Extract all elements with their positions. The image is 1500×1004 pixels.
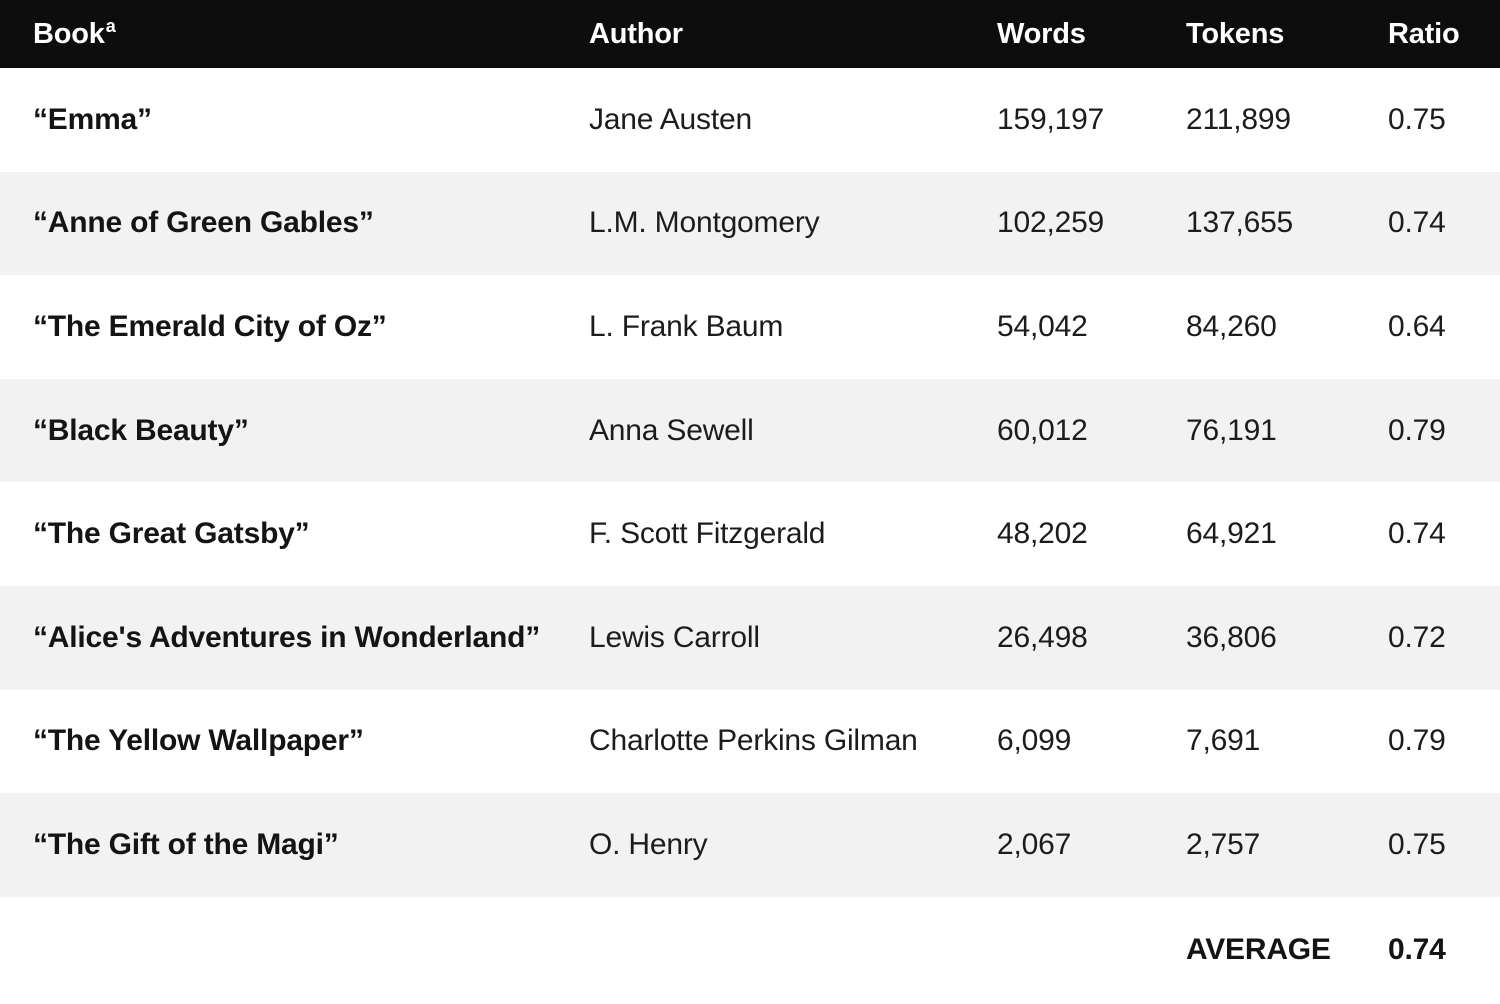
table-header-row — [0, 0, 1500, 68]
author-name: Anna Sewell — [589, 413, 754, 447]
words-value: 48,202 — [997, 517, 1088, 551]
tokens-value: 84,260 — [1186, 309, 1277, 343]
ratio-value: 0.79 — [1388, 413, 1446, 447]
author-name: L.M. Montgomery — [589, 206, 820, 240]
book-title: “Alice's Adventures in Wonderland” — [33, 620, 541, 654]
tokens-value: 211,899 — [1186, 102, 1291, 136]
table-row — [0, 586, 1500, 690]
book-title: “The Emerald City of Oz” — [33, 309, 387, 343]
book-title: “Emma” — [33, 102, 152, 136]
ratio-value: 0.74 — [1388, 517, 1446, 551]
words-value: 159,197 — [997, 102, 1105, 136]
words-value: 6,099 — [997, 724, 1072, 758]
words-value: 102,259 — [997, 206, 1105, 240]
book-title: “The Gift of the Magi” — [33, 827, 339, 861]
header-words: Words — [997, 17, 1086, 50]
author-name: L. Frank Baum — [589, 309, 784, 343]
tokens-value: 76,191 — [1186, 413, 1277, 447]
tokens-value: 64,921 — [1186, 517, 1277, 551]
tokens-value: 36,806 — [1186, 620, 1277, 654]
author-name: O. Henry — [589, 827, 708, 861]
ratio-value: 0.79 — [1388, 724, 1446, 758]
words-value: 60,012 — [997, 413, 1088, 447]
words-value: 2,067 — [997, 827, 1072, 861]
book-title: “Anne of Green Gables” — [33, 206, 374, 240]
ratio-value: 0.64 — [1388, 309, 1446, 343]
header-book-label: Book — [33, 17, 105, 50]
table-footer-row — [0, 897, 1500, 1004]
book-title: “The Yellow Wallpaper” — [33, 724, 364, 758]
author-name: F. Scott Fitzgerald — [589, 517, 826, 551]
average-ratio-value: 0.74 — [1388, 933, 1446, 967]
header-author: Author — [589, 17, 683, 50]
table-row — [0, 275, 1500, 379]
ratio-value: 0.74 — [1388, 206, 1446, 240]
book-footnote-marker: a — [105, 15, 116, 36]
book-title: “The Great Gatsby” — [33, 517, 310, 551]
tokens-value: 7,691 — [1186, 724, 1261, 758]
table-row — [0, 793, 1500, 897]
author-name: Lewis Carroll — [589, 620, 760, 654]
header-ratio: Ratio — [1388, 17, 1460, 50]
ratio-value: 0.75 — [1388, 827, 1446, 861]
average-label: AVERAGE — [1186, 933, 1331, 967]
tokens-value: 137,655 — [1186, 206, 1294, 240]
table-row — [0, 379, 1500, 483]
header-tokens: Tokens — [1186, 17, 1285, 50]
ratio-value: 0.72 — [1388, 620, 1446, 654]
author-name: Charlotte Perkins Gilman — [589, 724, 918, 758]
table-row — [0, 690, 1500, 794]
ratio-value: 0.75 — [1388, 102, 1446, 136]
words-value: 54,042 — [997, 309, 1088, 343]
table-row — [0, 482, 1500, 586]
author-name: Jane Austen — [589, 102, 752, 136]
header-book — [0, 15, 589, 51]
table-row — [0, 68, 1500, 172]
words-value: 26,498 — [997, 620, 1088, 654]
table-row — [0, 172, 1500, 276]
tokens-value: 2,757 — [1186, 827, 1261, 861]
book-title: “Black Beauty” — [33, 413, 249, 447]
